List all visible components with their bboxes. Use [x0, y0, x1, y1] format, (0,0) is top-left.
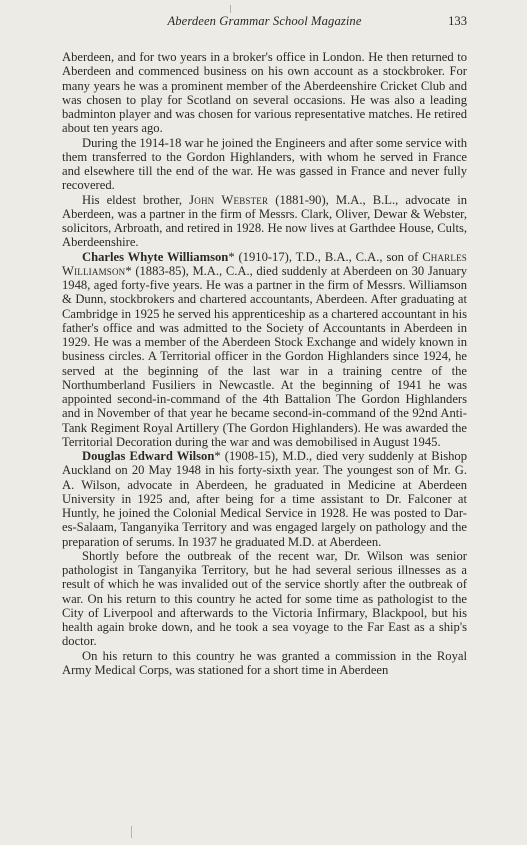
article-body	[62, 50, 467, 677]
obituary-name: Douglas Edward Wilson	[82, 449, 215, 463]
relative-name: Charles Williamson	[62, 249, 467, 278]
paragraph	[62, 136, 467, 193]
paragraph	[62, 549, 467, 649]
paragraph-text: * (1910-17), T.D., B.A., C.A., son of	[228, 249, 423, 264]
paragraph-text: During the 1914-18 war he joined the Engineers and after some service with them transferred to the Gordon Highlanders, with whom he served in France and elsewhere till the end of the war. He was gassed in France and never fully recovered.	[62, 135, 467, 193]
page-number: 133	[448, 14, 467, 28]
paragraph-text: (1881-90), M.A., B.L., advocate in Aberdeen, was a partner in the firm of Messrs. Clark, Oliver, Dewar & Webster, solicitors, Arbroath, and retired in 1928. He now lives at Garthdee House, Cults, Aberdeenshire.	[62, 192, 467, 250]
relative-name: John Webster	[189, 192, 269, 207]
running-header	[62, 14, 467, 34]
paper-mark	[230, 5, 231, 13]
paragraph	[62, 649, 467, 678]
paragraph-text: Aberdeen, and for two years in a broker's office in London. He then returned to Aberdeen and commenced business on his own account as a stockbroker. For many years he was a prominent member of the Aberdeenshire Cricket Club and was chosen to play for Scotland on several occasions. He was also a leading badminton player and was chosen for various representative matches. He retired about ten years ago.	[62, 50, 467, 136]
paragraph	[62, 50, 467, 136]
paragraph	[62, 449, 467, 549]
paragraph-text: * (1883-85), M.A., C.A., died suddenly at Aberdeen on 30 January 1948, aged forty-five years. He was a partner in the firm of Messrs. Williamson & Dunn, stockbrokers and chartered accountants, Aberdeen. After graduating at Cambridge in 1925 he served his apprenticeship as a chartered accountant in his father's office and was admitted to the Society of Accountants in Aberdeen in 1929. He was a member of the Aberdeen Stock Exchange and widely known in business circles. A Territorial officer in the Gordon Highlanders since 1924, he served at the beginning of the last war in a training centre of the Northumberland Fusiliers in Newcastle. At the beginning of 1941 he was appointed second-in-command of the 4th Battalion The Gordon Highlanders and in November of that year he became second-in-command of the 92nd Anti-Tank Regiment Royal Artillery (The Gordon Highlanders). He was awarded the Territorial Decoration during the war and was demobilised in August 1945.	[62, 263, 467, 449]
paragraph-text: * (1908-15), M.D., died very suddenly at Bishop Auckland on 20 May 1948 in his forty-sixth year. The youngest son of Mr. G. A. Wilson, advocate in Aberdeen, he graduated in Medicine at Aberdeen University in 1925 and, after being for a time assistant to Dr. Falconer at Huntly, he joined the Colonial Medical Service in 1928. He was posted to Dar-es-Salaam, Tanganyika Territory and was engaged largely on pathology and the preparation of serums. In 1937 he graduated M.D. at Aberdeen.	[62, 449, 467, 549]
paper-mark	[131, 826, 132, 838]
paragraph	[62, 250, 467, 450]
paragraph	[62, 193, 467, 250]
obituary-name: Charles Whyte Williamson	[82, 249, 229, 264]
paragraph-text: On his return to this country he was granted a commission in the Royal Army Medical Corps, was stationed for a short time in Aberdeen	[62, 648, 467, 677]
paragraph-text: Shortly before the outbreak of the recent war, Dr. Wilson was senior pathologist in Tanganyika Territory, but he had several serious illnesses as a result of which he was invalided out of the service shortly after the outbreak of war. On his return to this country he acted for some time as pathologist to the City of Liverpool and afterwards to the Victoria Infirmary, Blackpool, but his health again broke down, and he took a sea voyage to the Far East as a ship's doctor.	[62, 548, 467, 649]
magazine-title: Aberdeen Grammar School Magazine	[167, 14, 362, 28]
paragraph-text: His eldest brother,	[82, 192, 190, 207]
